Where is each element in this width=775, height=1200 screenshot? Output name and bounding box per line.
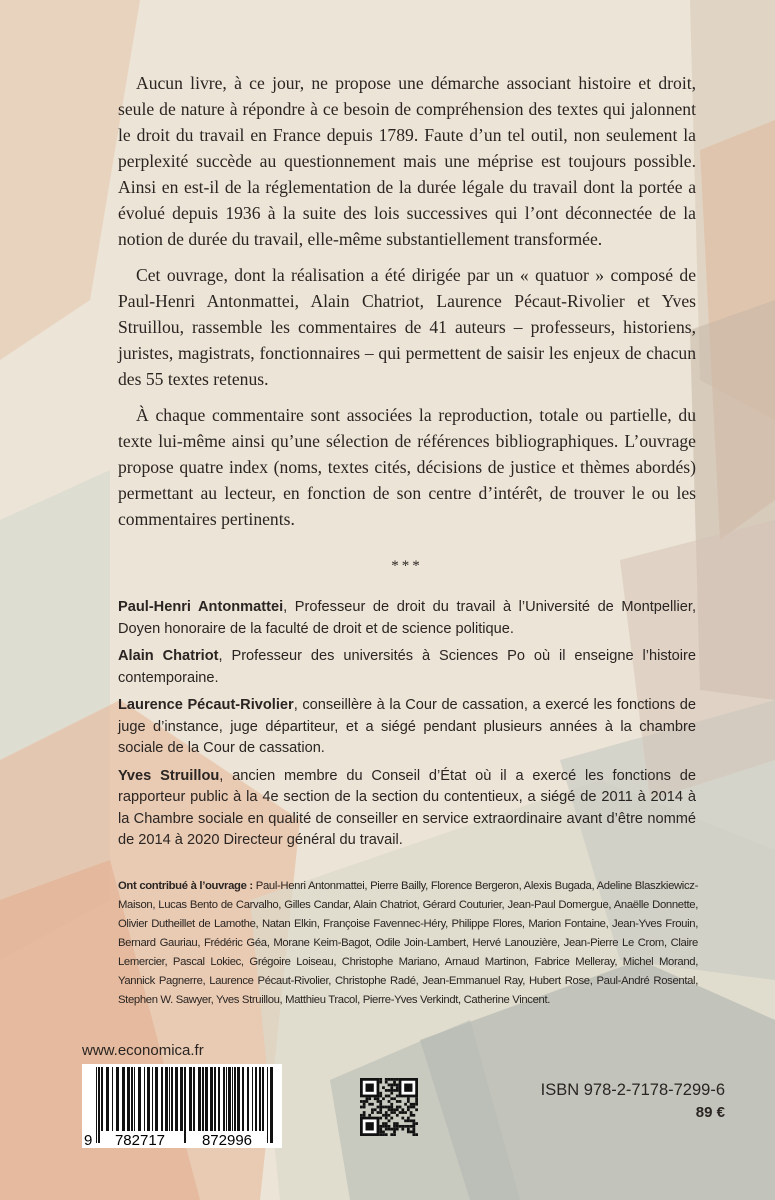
qr-module bbox=[360, 1114, 363, 1117]
barcode-bar bbox=[247, 1067, 249, 1131]
qr-module bbox=[379, 1125, 382, 1128]
qr-module bbox=[388, 1100, 391, 1103]
author-description: , conseillère à la Cour de cassation, a exercé les fonctions de juge d’instance, juge départiteur, et a siégé pendant plusieurs années à la chambre sociale de la Cour de cassation. bbox=[118, 697, 696, 756]
qr-module bbox=[366, 1122, 374, 1130]
barcode-bar bbox=[228, 1067, 231, 1131]
qr-module bbox=[412, 1133, 415, 1136]
qr-module bbox=[385, 1111, 388, 1114]
qr-module bbox=[363, 1111, 366, 1114]
barcode-bar bbox=[270, 1067, 273, 1143]
qr-module bbox=[393, 1097, 396, 1100]
qr-module bbox=[415, 1122, 418, 1125]
barcode-bar bbox=[255, 1067, 257, 1131]
qr-module bbox=[390, 1097, 393, 1100]
barcode-bar bbox=[122, 1067, 125, 1131]
back-cover-text bbox=[118, 70, 696, 858]
barcode-bar bbox=[214, 1067, 216, 1131]
qr-module bbox=[401, 1117, 404, 1120]
qr-module bbox=[388, 1084, 391, 1087]
qr-module bbox=[368, 1114, 371, 1117]
qr-module bbox=[393, 1089, 396, 1092]
qr-module bbox=[374, 1108, 377, 1111]
qr-module bbox=[410, 1130, 413, 1133]
qr-module bbox=[379, 1106, 382, 1109]
contributors-list bbox=[118, 877, 698, 1010]
qr-module bbox=[363, 1106, 366, 1109]
qr-module bbox=[388, 1089, 391, 1092]
qr-module bbox=[388, 1128, 391, 1131]
qr-module bbox=[377, 1111, 380, 1114]
qr-module bbox=[385, 1114, 388, 1117]
qr-module bbox=[366, 1100, 369, 1103]
qr-module bbox=[407, 1108, 410, 1111]
qr-module bbox=[393, 1133, 396, 1136]
qr-module bbox=[393, 1081, 396, 1084]
qr-module bbox=[385, 1078, 388, 1081]
barcode-bar bbox=[116, 1067, 119, 1131]
qr-module bbox=[390, 1084, 393, 1087]
qr-module bbox=[407, 1128, 410, 1131]
barcode-bar bbox=[267, 1067, 268, 1143]
qr-module bbox=[379, 1130, 382, 1133]
qr-module bbox=[382, 1114, 385, 1117]
qr-module bbox=[385, 1125, 388, 1128]
qr-module bbox=[374, 1097, 377, 1100]
qr-module bbox=[401, 1108, 404, 1111]
barcode-bar bbox=[198, 1067, 201, 1131]
author-name: Yves Struillou bbox=[118, 767, 220, 784]
barcode-bar bbox=[161, 1067, 163, 1131]
barcode-bar bbox=[171, 1067, 173, 1131]
qr-module bbox=[382, 1122, 385, 1125]
qr-module bbox=[396, 1122, 399, 1125]
qr-module bbox=[407, 1100, 410, 1103]
barcode-digits: 782717 bbox=[114, 1132, 166, 1148]
qr-module bbox=[390, 1111, 393, 1114]
qr-module bbox=[382, 1133, 385, 1136]
qr-module bbox=[396, 1089, 399, 1092]
qr-module bbox=[407, 1119, 410, 1122]
barcode-bar bbox=[184, 1067, 186, 1143]
contributors-label: Ont contribué à l’ouvrage : bbox=[118, 880, 253, 892]
qr-module bbox=[396, 1078, 399, 1081]
barcode-bar bbox=[210, 1067, 213, 1131]
qr-module bbox=[404, 1084, 412, 1092]
barcode-bar bbox=[175, 1067, 178, 1131]
barcode-bar bbox=[226, 1067, 227, 1131]
qr-module bbox=[412, 1130, 415, 1133]
qr-module bbox=[388, 1114, 391, 1117]
qr-module bbox=[388, 1106, 391, 1109]
qr-module bbox=[407, 1106, 410, 1109]
barcode-bar bbox=[193, 1067, 195, 1131]
barcode-bar bbox=[205, 1067, 208, 1131]
qr-module bbox=[407, 1117, 410, 1120]
barcode-bar bbox=[106, 1067, 109, 1131]
qr-module bbox=[390, 1108, 393, 1111]
qr-module bbox=[404, 1119, 407, 1122]
author-description: , ancien membre du Conseil d’État où il a exercé les fonctions de rapporteur public à la 4e section de la section du contentieux, a siégé de 2011 à 2014 à la Chambre sociale en qualité de conseiller en service extraordinaire avant d’être nommé de 2014 à 2020 Directeur général du travail. bbox=[118, 767, 696, 848]
qr-module bbox=[399, 1111, 402, 1114]
qr-module bbox=[396, 1084, 399, 1087]
qr-module bbox=[371, 1103, 374, 1106]
qr-module bbox=[382, 1086, 385, 1089]
qr-module bbox=[393, 1125, 396, 1128]
qr-module bbox=[390, 1128, 393, 1131]
qr-module bbox=[410, 1106, 413, 1109]
qr-module bbox=[393, 1078, 396, 1081]
barcode-bar bbox=[237, 1067, 240, 1131]
qr-module bbox=[388, 1119, 391, 1122]
qr-module bbox=[415, 1133, 418, 1136]
qr-module bbox=[393, 1128, 396, 1131]
qr-module bbox=[377, 1097, 380, 1100]
section-separator: *** bbox=[391, 558, 423, 574]
qr-module bbox=[393, 1084, 396, 1087]
qr-module bbox=[412, 1114, 415, 1117]
qr-module bbox=[385, 1089, 388, 1092]
qr-module bbox=[360, 1100, 363, 1103]
qr-module bbox=[366, 1097, 369, 1100]
qr-module bbox=[379, 1128, 382, 1131]
qr-module bbox=[415, 1108, 418, 1111]
qr-module bbox=[379, 1111, 382, 1114]
author-bio bbox=[118, 695, 696, 760]
barcode-bar bbox=[218, 1067, 220, 1131]
barcode-bar bbox=[180, 1067, 183, 1131]
isbn-barcode bbox=[82, 1064, 282, 1148]
qr-module bbox=[388, 1125, 391, 1128]
description-paragraph: À chaque commentaire sont associées la reproduction, totale ou partielle, du texte lui-même ainsi qu’une sélection de références bibliographiques. L’ouvrage propose quatre index (noms, textes cités, décisions de justice et thèmes abordés) permettant au lecteur, en fonction de son centre d’intérêt, de trouver le ou les commentaires pertinents. bbox=[118, 405, 696, 529]
qr-module bbox=[388, 1108, 391, 1111]
qr-module bbox=[396, 1100, 399, 1103]
qr-module bbox=[390, 1106, 393, 1109]
qr-module bbox=[379, 1095, 382, 1098]
publisher-url: www.economica.fr bbox=[82, 1042, 204, 1059]
qr-module bbox=[385, 1122, 388, 1125]
qr-module bbox=[393, 1122, 396, 1125]
barcode-digits: 9 bbox=[84, 1132, 93, 1148]
barcode-bar bbox=[165, 1067, 168, 1131]
qr-module bbox=[377, 1100, 380, 1103]
qr-module bbox=[385, 1133, 388, 1136]
qr-module bbox=[415, 1103, 418, 1106]
author-description: , Professeur de droit du travail à l’Université de Montpellier, Doyen honoraire de la faculté de droit et de science politique. bbox=[118, 599, 696, 637]
qr-module bbox=[385, 1106, 388, 1109]
qr-module bbox=[396, 1128, 399, 1131]
barcode-bar bbox=[152, 1067, 153, 1131]
barcode-bar bbox=[96, 1067, 97, 1143]
qr-module bbox=[410, 1103, 413, 1106]
qr-module bbox=[410, 1119, 413, 1122]
qr-module bbox=[415, 1097, 418, 1100]
qr-module bbox=[399, 1106, 402, 1109]
qr-module bbox=[404, 1111, 407, 1114]
barcode-bar bbox=[147, 1067, 150, 1131]
qr-module bbox=[407, 1130, 410, 1133]
barcode-bar bbox=[98, 1067, 100, 1143]
qr-module bbox=[396, 1108, 399, 1111]
qr-module bbox=[401, 1111, 404, 1114]
qr-module bbox=[385, 1128, 388, 1131]
contributors-names: Paul-Henri Antonmattei, Pierre Bailly, Florence Bergeron, Alexis Bugada, Adeline Blaszkiewicz-Maison, Lucas Bento de Carvalho, Gilles Candar, Alain Chatriot, Gérard Couturier, Jean-Paul Domergue, Anaëlle Donnette, Olivier Dutheillet de Lamothe, Natan Elkin, Françoise Favennec-Héry, Philippe Flores, Marion Fontaine, Jean-Yves Frouin, Bernard Gauriau, Frédéric Géa, Morane Keim-Bagot, Odile Join-Lambert, Hervé Lanouzière, Jean-Pierre Le Crom, Claire Lemercier, Pascal Lokiec, Grégoire Loiseau, Christophe Mariano, Arnaud Martinon, Fabrice Melleray, Michel Morand, Yannick Pagnerre, Laurence Pécaut-Rivolier, Christophe Radé, Jean-Emmanuel Ray, Hubert Rose, Paul-André Rosental, Stephen W. Sawyer, Yves Struillou, Matthieu Tracol, Pierre-Yves Verkindt, Catherine Vincent. bbox=[118, 880, 698, 1006]
qr-module bbox=[385, 1095, 388, 1098]
qr-module bbox=[385, 1117, 388, 1120]
author-name: Paul-Henri Antonmattei bbox=[118, 599, 284, 615]
barcode-bar bbox=[234, 1067, 236, 1131]
isbn-number: ISBN 978-2-7178-7299-6 bbox=[540, 1081, 725, 1099]
barcode-bar bbox=[131, 1067, 133, 1131]
qr-module bbox=[382, 1125, 385, 1128]
qr-module bbox=[390, 1117, 393, 1120]
author-bio bbox=[118, 766, 696, 852]
qr-module bbox=[388, 1078, 391, 1081]
qr-module bbox=[407, 1125, 410, 1128]
qr-module bbox=[399, 1125, 402, 1128]
qr-module bbox=[410, 1125, 413, 1128]
qr-module bbox=[379, 1103, 382, 1106]
qr-module bbox=[363, 1103, 366, 1106]
qr-module bbox=[377, 1106, 380, 1109]
qr-module bbox=[393, 1111, 396, 1114]
qr-module bbox=[415, 1100, 418, 1103]
qr-module bbox=[404, 1125, 407, 1128]
qr-module bbox=[388, 1095, 391, 1098]
qr-module bbox=[390, 1089, 393, 1092]
qr-module bbox=[410, 1111, 413, 1114]
barcode-bar bbox=[189, 1067, 192, 1131]
description-paragraph: Aucun livre, à ce jour, ne propose une démarche associant histoire et droit, seule de nature à répondre à ce besoin de compréhension des textes qui jalonnent le droit du travail en France depuis 1789. Faute d’un tel outil, non seulement la perplexité succède au questionnement mais une méprise est toujours possible. Ainsi en est-il de la réglementation de la durée légale du travail dont la portée a évolué depuis 1936 à la suite des lois successives qui l’ont déconnectée de la notion de durée du travail, elle-même substantiellement transformée. bbox=[118, 73, 696, 249]
qr-module bbox=[363, 1114, 366, 1117]
qr-module bbox=[396, 1125, 399, 1128]
barcode-bar bbox=[155, 1067, 158, 1131]
qr-module bbox=[379, 1108, 382, 1111]
qr-module bbox=[390, 1092, 393, 1095]
barcode-bar bbox=[101, 1067, 103, 1131]
qr-module bbox=[385, 1081, 388, 1084]
author-bio bbox=[118, 646, 696, 689]
qr-module bbox=[382, 1097, 385, 1100]
barcode-bar bbox=[134, 1067, 135, 1131]
qr-module bbox=[396, 1106, 399, 1109]
qr-module bbox=[379, 1078, 382, 1081]
barcode-digits: 872996 bbox=[201, 1132, 253, 1148]
qr-module bbox=[396, 1114, 399, 1117]
barcode-bar bbox=[202, 1067, 204, 1131]
qr-code bbox=[360, 1078, 418, 1136]
qr-module bbox=[390, 1078, 393, 1081]
barcode-bar bbox=[242, 1067, 244, 1131]
qr-module bbox=[412, 1103, 415, 1106]
qr-module bbox=[382, 1106, 385, 1109]
barcode-bar bbox=[259, 1067, 261, 1131]
barcode-bar bbox=[138, 1067, 141, 1131]
author-description: , Professeur des universités à Sciences Po où il enseigne l’histoire contemporaine. bbox=[118, 648, 697, 686]
qr-module bbox=[399, 1100, 402, 1103]
qr-module bbox=[379, 1133, 382, 1136]
qr-module bbox=[412, 1128, 415, 1131]
qr-module bbox=[393, 1108, 396, 1111]
qr-module bbox=[412, 1125, 415, 1128]
barcode-bar bbox=[169, 1067, 170, 1131]
qr-module bbox=[366, 1084, 374, 1092]
qr-module bbox=[401, 1125, 404, 1128]
barcode-bar bbox=[144, 1067, 145, 1131]
qr-module bbox=[371, 1108, 374, 1111]
qr-module bbox=[371, 1111, 374, 1114]
qr-module bbox=[368, 1097, 371, 1100]
price: 89 € bbox=[695, 1104, 725, 1121]
qr-module bbox=[404, 1103, 407, 1106]
qr-module bbox=[396, 1086, 399, 1089]
qr-module bbox=[382, 1130, 385, 1133]
barcode-bar bbox=[223, 1067, 225, 1131]
qr-module bbox=[379, 1100, 382, 1103]
qr-module bbox=[379, 1117, 382, 1120]
qr-module bbox=[379, 1092, 382, 1095]
qr-module bbox=[393, 1130, 396, 1133]
qr-module bbox=[407, 1097, 410, 1100]
qr-module bbox=[360, 1106, 363, 1109]
qr-module bbox=[390, 1103, 393, 1106]
qr-module bbox=[412, 1119, 415, 1122]
qr-module bbox=[396, 1095, 399, 1098]
qr-module bbox=[368, 1103, 371, 1106]
qr-module bbox=[410, 1114, 413, 1117]
author-name: Laurence Pécaut-Rivolier bbox=[118, 697, 294, 713]
qr-module bbox=[401, 1128, 404, 1131]
qr-module bbox=[390, 1133, 393, 1136]
qr-module bbox=[363, 1100, 366, 1103]
author-bio bbox=[118, 597, 696, 640]
qr-module bbox=[412, 1106, 415, 1109]
barcode-bar bbox=[112, 1067, 113, 1131]
barcode-bar bbox=[252, 1067, 253, 1131]
isbn-price-block bbox=[541, 1081, 725, 1121]
description-paragraph: Cet ouvrage, dont la réalisation a été dirigée par un « quatuor » composé de Paul-Henri Antonmattei, Alain Chatriot, Laurence Pécaut-Rivolier et Yves Struillou, rassemble les commentaires de 41 auteurs – professeurs, historiens, juristes, magistrats, fonctionnaires – qui permettent de saisir les enjeux de chacun des 55 textes retenus. bbox=[118, 265, 696, 389]
barcode-bar bbox=[232, 1067, 233, 1131]
barcode-bar bbox=[262, 1067, 264, 1131]
qr-module bbox=[379, 1081, 382, 1084]
qr-module bbox=[412, 1122, 415, 1125]
qr-module bbox=[390, 1086, 393, 1089]
author-name: Alain Chatriot bbox=[118, 648, 219, 664]
barcode-bar bbox=[127, 1067, 130, 1131]
